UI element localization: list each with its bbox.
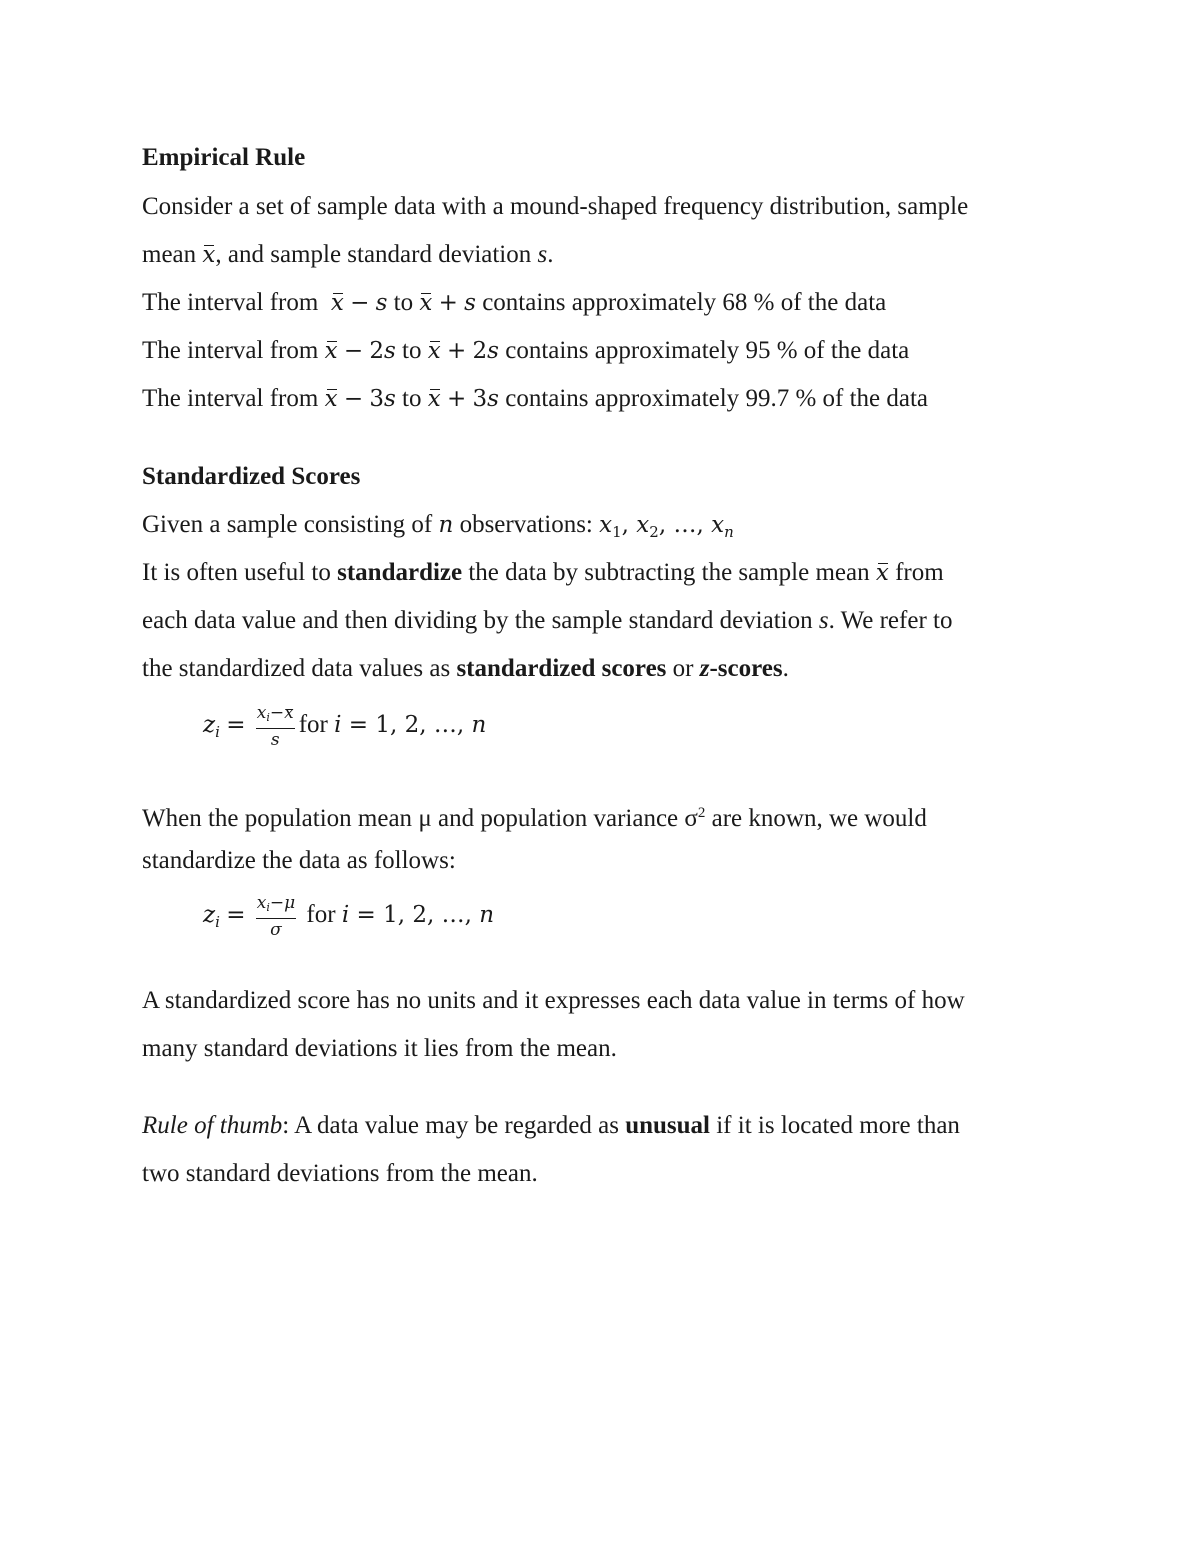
standardized-scores-bold: standardized scores: [456, 655, 667, 682]
plus-sign: +: [438, 290, 458, 316]
empirical-rule-95: [142, 336, 909, 366]
interval-percent: 68 %: [722, 289, 775, 316]
range-text: = 1, 2, …,: [349, 902, 480, 928]
mu-symbol: μ: [418, 805, 432, 832]
multiplier: 3: [472, 386, 488, 412]
xbar-symbol: x: [324, 338, 338, 364]
sigma-exponent: 2: [697, 805, 706, 821]
x1-symbol: $x_1$: [599, 512, 622, 541]
intro-end-text: .: [547, 241, 554, 268]
s-symbol: s: [487, 386, 499, 412]
for-text: for: [298, 711, 328, 738]
xbar-symbol: x: [202, 242, 216, 268]
multiplier: 3: [369, 386, 384, 412]
interval-prefix: The interval from: [142, 385, 319, 412]
empirical-rule-heading: Empirical Rule: [142, 144, 306, 171]
para-b2: . We refer to: [828, 607, 953, 634]
for-text: for: [306, 901, 336, 928]
z-symbol: z: [699, 655, 710, 682]
n-symbol: n: [471, 712, 487, 738]
interval-tail: of the data: [780, 289, 887, 316]
standardized-scores-heading: Standardized Scores: [142, 463, 361, 490]
empirical-intro-line2: [142, 240, 554, 270]
minus-sign: −: [343, 338, 364, 364]
i-symbol: i: [341, 902, 350, 928]
units-line1: A standardized score has no units and it expresses each data value in terms of how: [142, 987, 965, 1014]
standardize-para-line2: [142, 606, 952, 636]
standardize-para-line1: [142, 558, 944, 588]
z-scores-bold: -scores: [709, 655, 783, 682]
para-a1: It is often useful to: [142, 559, 338, 586]
given-text: Given a sample consisting of: [142, 511, 439, 538]
standardize-para-line3: [142, 654, 789, 684]
plus-sign: +: [446, 386, 467, 412]
unusual-bold: unusual: [625, 1112, 710, 1139]
empirical-intro-line1: Consider a set of sample data with a mound-shaped frequency distribution, sample: [142, 193, 969, 220]
para-c3: .: [782, 655, 789, 682]
plus-sign: +: [446, 338, 467, 364]
population-line2: standardize the data as follows:: [142, 847, 456, 874]
interval-contains: contains approximately: [482, 289, 717, 316]
z-score-sample-formula: [203, 700, 486, 750]
x2-symbol: $x_2$: [636, 512, 659, 541]
given-sample-line: Given a sample consisting of n observations: $x_1$, $x_2$, …, $x_n$: [142, 511, 734, 541]
minus-sign: −: [350, 290, 370, 316]
s-symbol: s: [818, 607, 829, 634]
para-c2: or: [666, 655, 700, 682]
sigma-symbol: σ: [684, 805, 698, 832]
para-c1: the standardized data values as: [142, 655, 457, 682]
pop-line1b: and population variance: [431, 805, 685, 832]
empirical-rule-99-7: [142, 384, 928, 414]
units-line2: many standard deviations it lies from the mean.: [142, 1035, 617, 1062]
zi-symbol: $z_i$: [203, 902, 220, 931]
ellipsis: …: [673, 512, 697, 538]
zi-symbol: $z_i$: [203, 712, 220, 741]
para-a2: the data by subtracting the sample mean: [462, 559, 876, 586]
rule-of-thumb-line1: [142, 1111, 960, 1141]
pop-line1a: When the population mean: [142, 805, 419, 832]
interval-tail: of the data: [822, 385, 929, 412]
para-b1: each data value and then dividing by the sample standard deviation: [142, 607, 819, 634]
pop-line1c: are known, we would: [705, 805, 927, 832]
minus-sign: −: [343, 386, 364, 412]
s-symbol: s: [383, 386, 396, 412]
s-symbol: s: [487, 338, 499, 364]
rule-of-thumb-label: Rule of thumb: [142, 1112, 283, 1139]
multiplier: 2: [369, 338, 384, 364]
interval-percent: 95 %: [745, 337, 798, 364]
rule-of-thumb-line2: two standard deviations from the mean.: [142, 1160, 538, 1187]
equals-sign: =: [226, 902, 246, 928]
interval-prefix: The interval from: [142, 337, 319, 364]
empirical-rule-68: [142, 288, 886, 318]
xbar-symbol: x: [427, 386, 441, 412]
equals-sign: =: [226, 712, 246, 738]
i-symbol: i: [334, 712, 342, 738]
intro-mid-text: , and sample standard deviation: [215, 241, 538, 268]
interval-to: to: [402, 337, 422, 364]
sample-fraction: $\frac{xi-x}{s}$: [256, 702, 294, 750]
para-a3: from: [888, 559, 944, 586]
xn-symbol: $x_n$: [711, 512, 734, 541]
interval-to: to: [393, 289, 414, 316]
thumb-a: : A data value may be regarded as: [282, 1112, 626, 1139]
population-line1: [142, 798, 927, 832]
n-symbol: n: [438, 512, 454, 538]
interval-tail: of the data: [803, 337, 910, 364]
interval-percent: 99.7 %: [745, 385, 817, 412]
xbar-symbol: x: [419, 290, 433, 316]
z-score-population-formula: [203, 890, 494, 940]
given-mid-text: observations:: [453, 511, 600, 538]
xbar-symbol: x: [875, 560, 889, 586]
s-symbol: s: [464, 290, 476, 316]
interval-contains: contains approximately: [505, 385, 740, 412]
xbar-symbol: x: [324, 386, 338, 412]
xbar-symbol: x: [330, 290, 344, 316]
standardize-bold: standardize: [337, 559, 463, 586]
intro-mean-text: mean: [142, 241, 203, 268]
s-symbol: s: [383, 338, 396, 364]
n-symbol: n: [479, 902, 495, 928]
interval-prefix: The interval from: [142, 289, 319, 316]
range-text: = 1, 2, …,: [341, 712, 472, 738]
interval-contains: contains approximately: [505, 337, 740, 364]
s-symbol: s: [375, 290, 388, 316]
population-fraction: $\frac{xi-\mu}{\sigma}$: [256, 892, 296, 940]
multiplier: 2: [472, 338, 488, 364]
thumb-b: if it is located more than: [709, 1112, 960, 1139]
interval-to: to: [402, 385, 422, 412]
xbar-symbol: x: [427, 338, 441, 364]
s-symbol: s: [537, 241, 548, 268]
